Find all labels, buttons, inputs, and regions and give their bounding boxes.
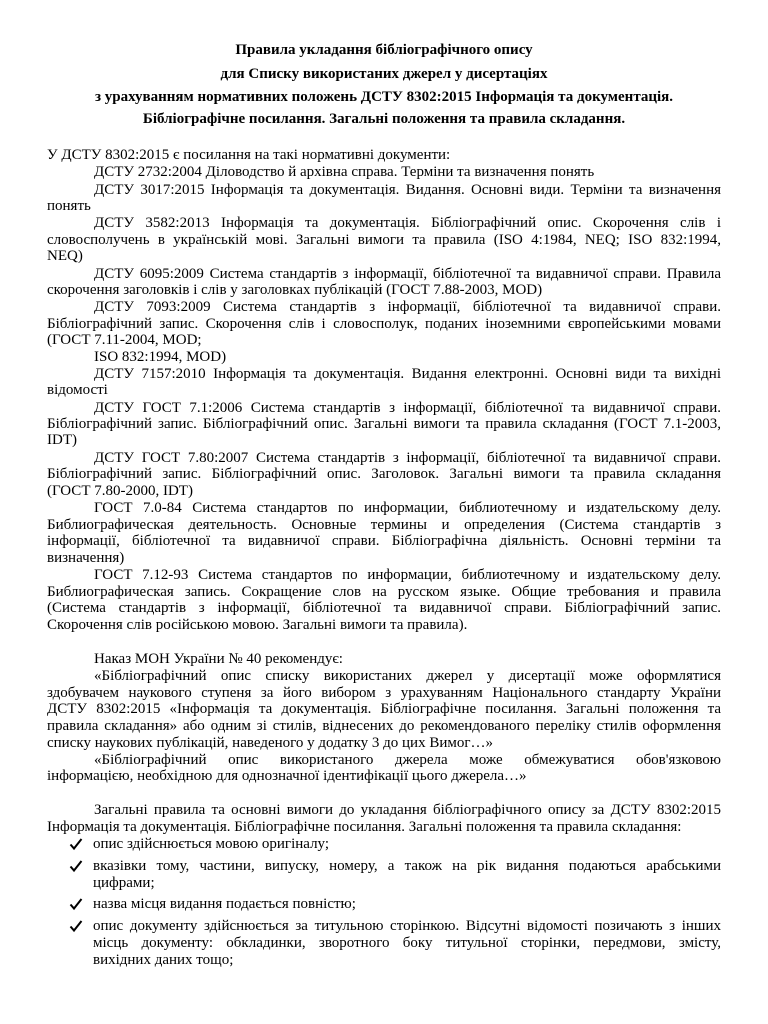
standard-line: понять <box>47 198 91 214</box>
standard-line: Бібліографічний запис. Бібліографічний опис. Заголовок. Загальні вимоги та правила складання <box>47 466 721 482</box>
standard-line: ДСТУ 3017:2015 Інформація та документація. Видання. Основні види. Терміни та визначення <box>94 182 721 198</box>
standard-line: Библиографическая запись. Сокращение слов на русском языке. Общие требования и правила <box>47 584 721 600</box>
standard-line: скорочення заголовків і слів у заголовках публікацій (ГОСТ 7.88-2003, MOD) <box>47 282 543 298</box>
quote-line: «Бібліографічний опис використаного джерела може обмежуватися обов'язковою <box>94 752 721 768</box>
standard-line: визначення) <box>47 550 125 566</box>
order-intro: Наказ МОН України № 40 рекомендує: <box>94 651 343 667</box>
bullet-item: опис здійснюється мовою оригіналу; <box>93 836 330 852</box>
title-line-2: для Списку використаних джерел у дисертаціях <box>220 66 548 82</box>
standard-line: відомості <box>47 382 108 398</box>
standard-line: ДСТУ ГОСТ 7.1:2006 Система стандартів з інформації, бібліотечної та видавничої справи. <box>94 400 721 416</box>
standard-line: словосполучень в українській мові. Загальні вимоги та правила (ISO 4:1984, NEQ; ISO 832:1994, <box>47 232 721 248</box>
quote-line: здобувачем наукового ступеня за його вибором з урахуванням Національного стандарту України <box>47 685 721 701</box>
standard-line: Библиографическая деятельность. Основные термины и определения (Система стандартів з <box>47 517 721 533</box>
bullet-item: місць документу: обкладинки, зворотного боку титульної сторінки, передмови, змісту, <box>93 935 721 951</box>
quote-line: інформацією, необхідною для однозначної ідентифікації цього джерела…» <box>47 768 527 784</box>
rules-intro-line: Загальні правила та основні вимоги до укладання бібліографічного опису за ДСТУ 8302:2015 <box>94 802 721 818</box>
standard-line: (ГОСТ 7.11-2004, MOD; <box>47 332 202 348</box>
checkmark-icon <box>69 919 83 933</box>
standard-line: NEQ) <box>47 248 83 264</box>
standard-line: ДСТУ ГОСТ 7.80:2007 Система стандартів з інформації, бібліотечної та видавничої справи. <box>94 450 721 466</box>
standard-line: (ГОСТ 7.80-2000, IDT) <box>47 483 193 499</box>
standard-line: ГОСТ 7.12-93 Система стандартов по информации, библиотечному и издательскому делу. <box>94 567 721 583</box>
checkmark-icon <box>69 897 83 911</box>
standard-line: ДСТУ 7157:2010 Інформація та документація. Видання електронні. Основні види та вихідні <box>94 366 721 382</box>
title-line-1: Правила укладання бібліографічного опису <box>235 42 533 58</box>
bullet-item: вказівки тому, частини, випуску, номеру, а також на рік видання подаються арабськими <box>93 858 721 874</box>
standard-line: Бібліографічний запис. Скорочення слів і словосполук, поданих іноземними європейськими мовами <box>47 316 721 332</box>
title-line-4: Бібліографічне посилання. Загальні положення та правила складання. <box>142 111 626 127</box>
checkmark-icon <box>69 837 83 851</box>
standard-line: ДСТУ 6095:2009 Система стандартів з інформації, бібліотечної та видавничої справи. Правила <box>94 266 721 282</box>
standard-line: IDT) <box>47 432 77 448</box>
intro-text: У ДСТУ 8302:2015 є посилання на такі нормативні документи: <box>47 147 451 163</box>
standard-line: ДСТУ 3582:2013 Інформація та документація. Бібліографічний опис. Скорочення слів і <box>94 215 721 231</box>
standard-line: ГОСТ 7.0-84 Система стандартов по информации, библиотечному и издательскому делу. <box>94 500 721 516</box>
quote-line: списку наукових публікацій, наведеного у додатку 3 до цих Вимог…» <box>47 735 494 751</box>
standard-line: ISO 832:1994, MOD) <box>94 349 227 365</box>
standard-line: інформації, бібліотечної та видавничої справи. Бібліографічна діяльність. Основні терміни та <box>47 533 721 549</box>
standard-line: ДСТУ 7093:2009 Система стандартів з інформації, бібліотечної та видавничої справи. <box>94 299 721 315</box>
quote-line: «Бібліографічний опис списку використаних джерел у дисертації може оформлятися <box>94 668 721 684</box>
quote-line: правила складання» або одним зі стилів, віднесених до рекомендованого переліку стилів оформлення <box>47 718 721 734</box>
rules-intro-line: Інформація та документація. Бібліографічне посилання. Загальні положення та правила складання: <box>47 819 682 835</box>
standard-line: (Система стандартів з інформації, бібліотечної та видавничої справи. Бібліографічний запис. <box>47 600 721 616</box>
quote-line: ДСТУ 8302:2015 «Інформація та документація. Бібліографічне посилання. Загальні положення та <box>47 701 721 717</box>
bullet-item: цифрами; <box>93 875 155 891</box>
standard-line: Скорочення слів російською мовою. Загальні вимоги та правила). <box>47 617 468 633</box>
standard-line: Бібліографічний запис. Бібліографічний опис. Загальні вимоги та правила складання (ГОСТ 7.1-2003, <box>47 416 721 432</box>
bullet-item: опис документу здійснюється за титульною сторінкою. Відсутні відомості позичають з інших <box>93 918 721 934</box>
standard-line: ДСТУ 2732:2004 Діловодство й архівна справа. Терміни та визначення понять <box>94 164 595 180</box>
bullet-item: вихідних даних тощо; <box>93 952 234 968</box>
title-line-3: з урахуванням нормативних положень ДСТУ 8302:2015 Інформація та документація. <box>94 89 674 105</box>
checkmark-icon <box>69 859 83 873</box>
bullet-item: назва місця видання подається повністю; <box>93 896 356 912</box>
